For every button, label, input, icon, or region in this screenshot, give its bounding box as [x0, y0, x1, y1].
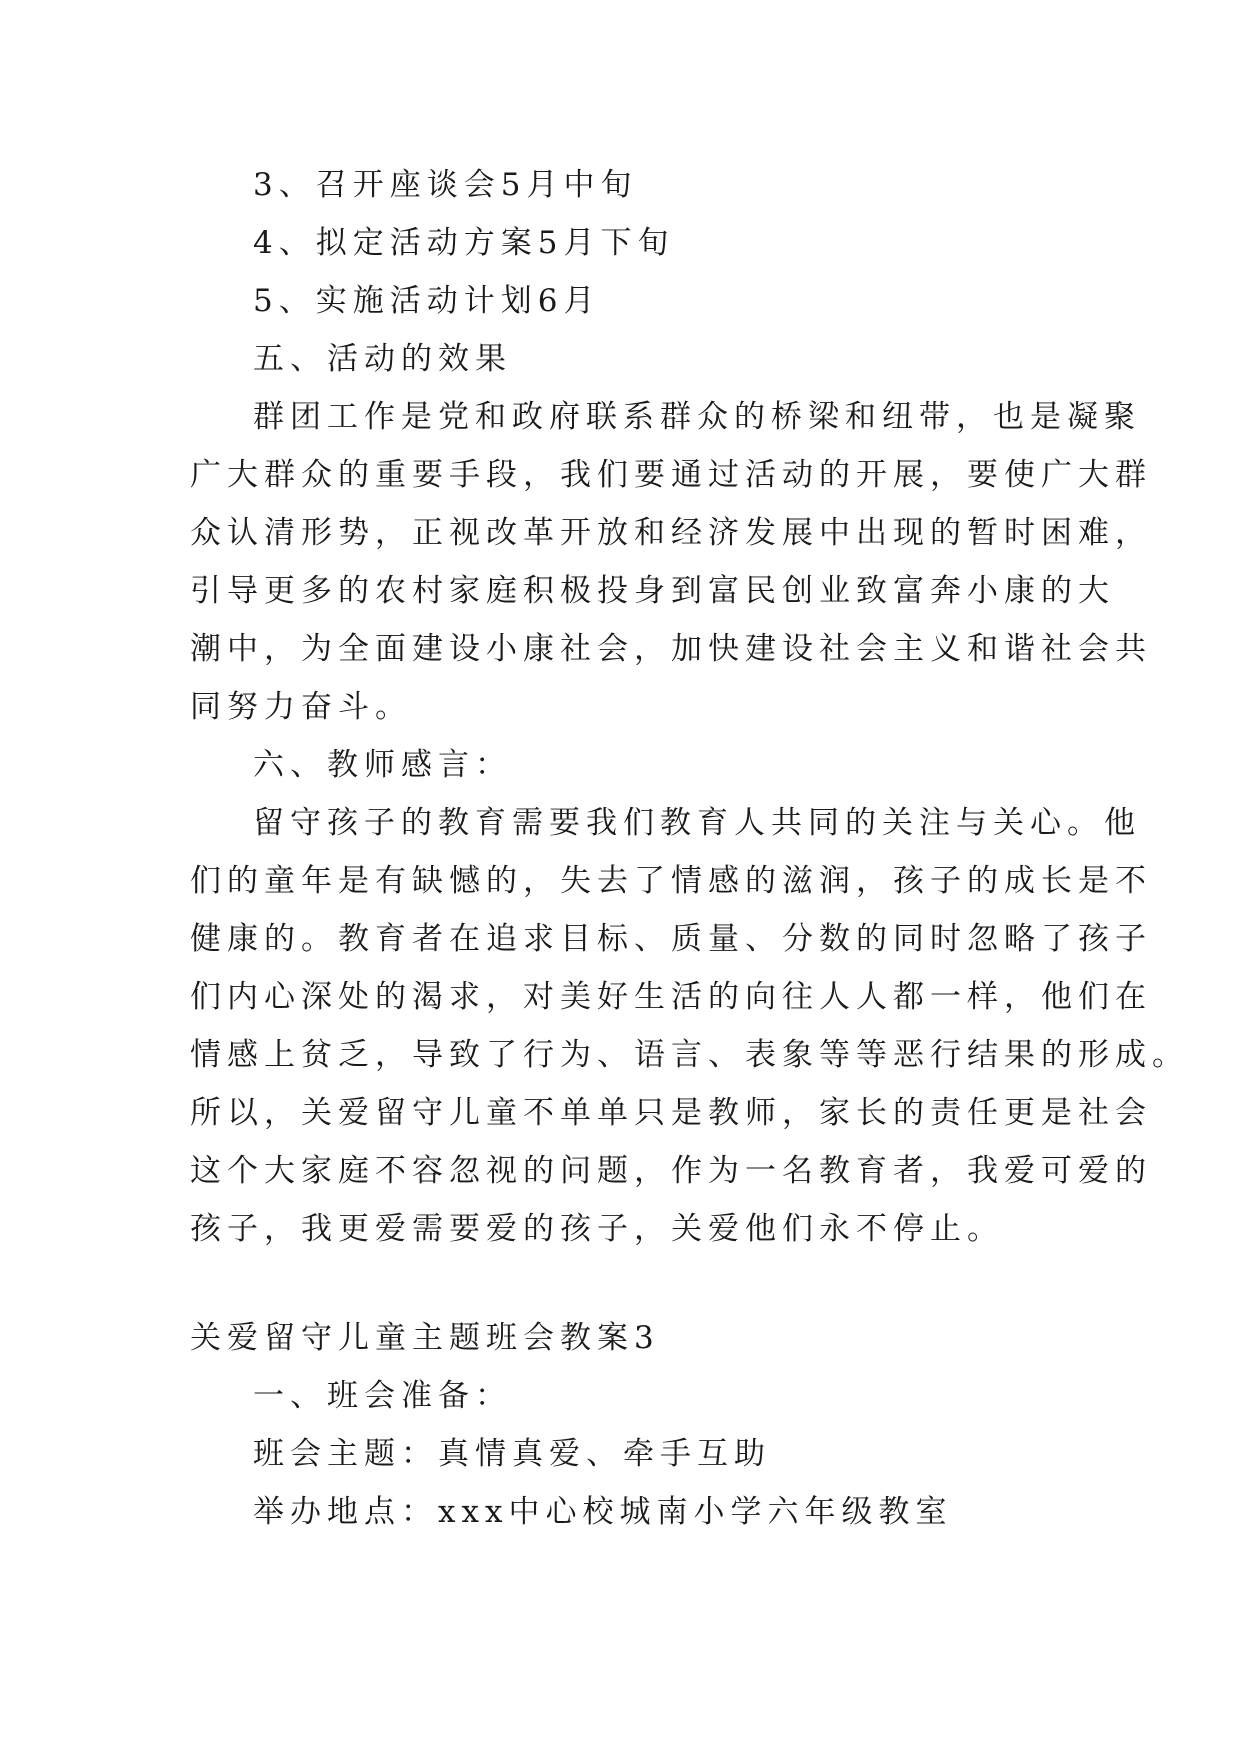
section6-paragraph-line: 所以，关爱留守儿童不单单只是教师，家长的责任更是社会 — [190, 1095, 1152, 1131]
section6-paragraph-line: 健康的。教育者在追求目标、质量、分数的同时忽略了孩子 — [190, 921, 1152, 957]
section6-paragraph-line: 孩子，我更爱需要爱的孩子，关爱他们永不停止。 — [190, 1211, 1004, 1247]
section6-paragraph-line: 这个大家庭不容忽视的问题，作为一名教育者，我爱可爱的 — [190, 1153, 1152, 1189]
list-item-4: 4、拟定活动方案5月下旬 — [253, 225, 675, 261]
section5-paragraph-line: 潮中，为全面建设小康社会，加快建设社会主义和谐社会共 — [190, 631, 1152, 667]
section5-paragraph-line: 群团工作是党和政府联系群众的桥梁和纽带，也是凝聚 — [253, 399, 1141, 435]
plan3-title: 关爱留守儿童主题班会教案3 — [190, 1320, 660, 1356]
section5-paragraph-line: 众认清形势，正视改革开放和经济发展中出现的暂时困难， — [190, 515, 1152, 551]
section6-paragraph-line: 们的童年是有缺憾的，失去了情感的滋润，孩子的成长是不 — [190, 863, 1152, 899]
plan3-location: 举办地点：xxx中心校城南小学六年级教室 — [253, 1494, 953, 1530]
list-item-3: 3、召开座谈会5月中旬 — [253, 167, 638, 203]
section6-paragraph-line: 留守孩子的教育需要我们教育人共同的关注与关心。他 — [253, 805, 1141, 841]
plan3-theme: 班会主题：真情真爱、牵手互助 — [253, 1436, 771, 1472]
section6-heading: 六、教师感言： — [253, 747, 512, 783]
section5-paragraph-line: 广大群众的重要手段，我们要通过活动的开展，要使广大群 — [190, 457, 1152, 493]
section6-paragraph-line: 情感上贫乏，导致了行为、语言、表象等等恶行结果的形成。 — [190, 1037, 1189, 1073]
section5-heading: 五、活动的效果 — [253, 341, 512, 377]
list-item-5: 5、实施活动计划6月 — [253, 283, 601, 319]
section6-paragraph-line: 们内心深处的渴求，对美好生活的向往人人都一样，他们在 — [190, 979, 1152, 1015]
section5-paragraph-line: 引导更多的农村家庭积极投身到富民创业致富奔小康的大 — [190, 573, 1115, 609]
section5-paragraph-line: 同努力奋斗。 — [190, 689, 412, 725]
plan3-heading: 一、班会准备： — [253, 1378, 512, 1414]
